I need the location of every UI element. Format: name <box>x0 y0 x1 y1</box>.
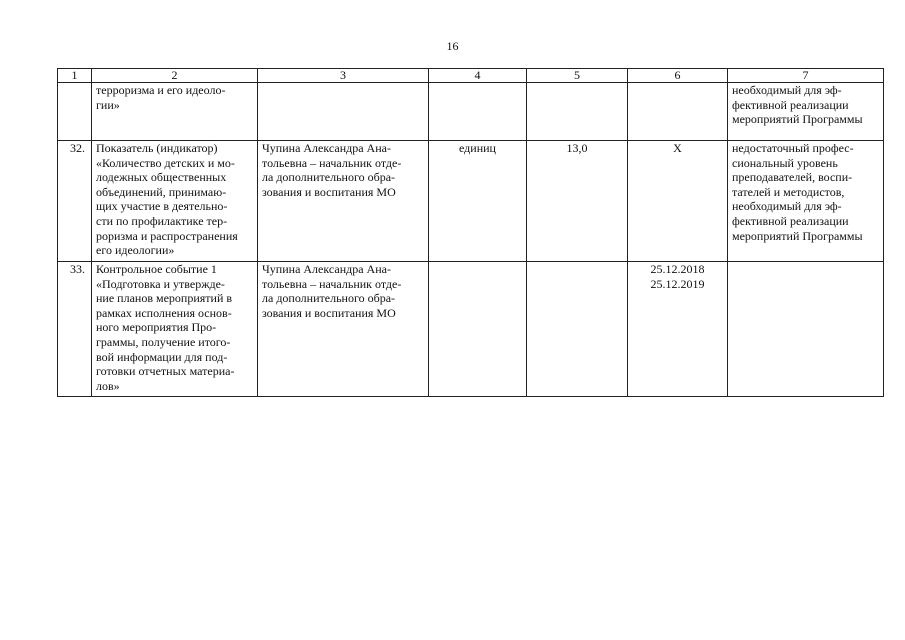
column-header: 1 <box>58 69 92 83</box>
value-cell: 13,0 <box>527 141 628 262</box>
note-cell <box>728 262 884 397</box>
row-number-cell: 33. <box>58 262 92 397</box>
responsible-cell: Чупина Александра Ана- тольевна – начальник отде- ла дополнительного обра- зования и воспитания МО <box>258 262 429 397</box>
date-cell <box>628 83 728 141</box>
table-row <box>58 83 884 141</box>
unit-cell <box>429 262 527 397</box>
unit-cell <box>429 83 527 141</box>
responsible-cell <box>258 83 429 141</box>
table-header-row <box>58 69 884 83</box>
column-header: 5 <box>527 69 628 83</box>
note-cell: необходимый для эф- фективной реализации мероприятий Программы <box>728 83 884 141</box>
value-cell <box>527 83 628 141</box>
date-cell: 25.12.2018 25.12.2019 <box>628 262 728 397</box>
unit-cell: единиц <box>429 141 527 262</box>
column-header: 6 <box>628 69 728 83</box>
indicator-cell: Контрольное событие 1 «Подготовка и утвержде- ние планов мероприятий в рамках исполнения основ- ного мероприятия Про- граммы, получение итого- вой информации для под- готовки отчетных материа- лов» <box>92 262 258 397</box>
row-number-cell <box>58 83 92 141</box>
plan-table <box>57 68 884 397</box>
indicator-cell: Показатель (индикатор) «Количество детских и мо- лодежных общественных объединений, принимаю- щих участие в деятельно- сти по профилактике тер- роризма и распространения его идеологии» <box>92 141 258 262</box>
column-header: 2 <box>92 69 258 83</box>
table-row <box>58 141 884 262</box>
note-cell: недостаточный профес- сиональный уровень преподавателей, воспи- тателей и методистов, необходимый для эф- фективной реализации мероприятий Программы <box>728 141 884 262</box>
column-header: 7 <box>728 69 884 83</box>
date-cell: Х <box>628 141 728 262</box>
indicator-cell: терроризма и его идеоло- гии» <box>92 83 258 141</box>
column-header: 3 <box>258 69 429 83</box>
page-number: 16 <box>446 39 459 53</box>
row-number-cell: 32. <box>58 141 92 262</box>
table-row <box>58 262 884 397</box>
responsible-cell: Чупина Александра Ана- тольевна – начальник отде- ла дополнительного обра- зования и воспитания МО <box>258 141 429 262</box>
column-header: 4 <box>429 69 527 83</box>
value-cell <box>527 262 628 397</box>
